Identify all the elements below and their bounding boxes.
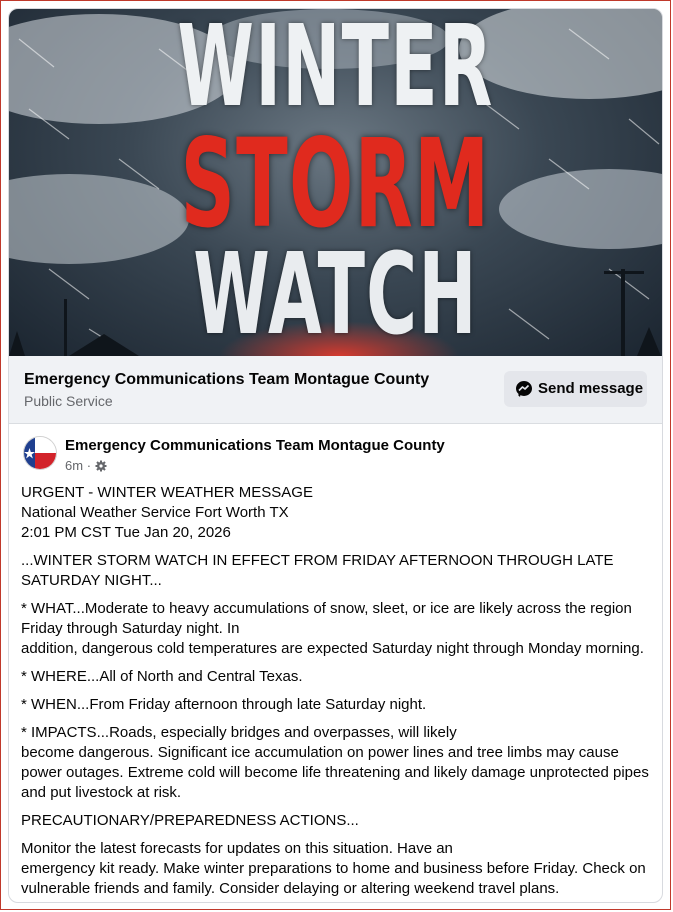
meta-separator: ·	[86, 458, 92, 473]
post-line: emergency kit ready. Make winter preparations to home and business before Friday. Check on vulnerable friends and family. Consider delaying or altering weekend travel plans.	[21, 860, 646, 897]
post-paragraph	[21, 839, 655, 899]
post-line: * WHAT...Moderate to heavy accumulations of snow, sleet, or ice are likely across the region Friday through Saturday night. In	[21, 600, 632, 637]
gear-icon[interactable]	[95, 460, 107, 475]
post-author-link[interactable]: Emergency Communications Team Montague County	[65, 437, 445, 454]
post-card	[8, 8, 663, 903]
post-line: 2:01 PM CST Tue Jan 20, 2026	[21, 524, 231, 541]
post-paragraph	[21, 723, 655, 803]
page-category: Public Service	[24, 393, 113, 409]
hero-image[interactable]	[9, 9, 662, 356]
post-line: Monitor the latest forecasts for updates on this situation. Have an	[21, 840, 453, 857]
post-paragraph	[21, 667, 655, 687]
post-timestamp[interactable]: 6m	[65, 458, 84, 473]
post-paragraph	[21, 483, 655, 543]
post-paragraph	[21, 811, 655, 831]
post-line: become dangerous. Significant ice accumulation on power lines and tree limbs may cause power outages. Extreme cold will become life threatening and likely damage unprotected pipes and put livestock at risk.	[21, 744, 649, 801]
post-line: National Weather Service Fort Worth TX	[21, 504, 289, 521]
page-avatar[interactable]	[23, 436, 57, 470]
texas-flag-logo-icon	[24, 437, 56, 469]
post-line: * WHERE...All of North and Central Texas.	[21, 668, 303, 685]
post-paragraph	[21, 695, 655, 715]
hero-title-storm: STORM	[180, 113, 491, 255]
post-meta	[65, 458, 107, 475]
send-message-label: Send message	[538, 380, 644, 397]
post-line: * IMPACTS...Roads, especially bridges and overpasses, will likely	[21, 724, 457, 741]
post-line: addition, dangerous cold temperatures are expected Saturday night through Monday morning.	[21, 640, 644, 657]
post-line: PRECAUTIONARY/PREPAREDNESS ACTIONS...	[21, 812, 359, 829]
post-line: * WHEN...From Friday afternoon through late Saturday night.	[21, 696, 427, 713]
hero-title-watch: WATCH	[193, 230, 478, 356]
post-paragraph	[21, 551, 655, 591]
page-name-link[interactable]: Emergency Communications Team Montague County	[24, 371, 430, 388]
post-line: URGENT - WINTER WEATHER MESSAGE	[21, 484, 313, 501]
hero-title-winter: WINTER	[177, 9, 494, 132]
post-line: ...WINTER STORM WATCH IN EFFECT FROM FRIDAY AFTERNOON THROUGH LATE SATURDAY NIGHT...	[21, 552, 614, 589]
post-paragraph	[21, 599, 655, 659]
page-info-bar	[9, 356, 662, 424]
messenger-icon	[515, 380, 533, 403]
send-message-button[interactable]	[504, 371, 647, 407]
post-header	[23, 436, 653, 478]
post-body	[21, 483, 655, 903]
